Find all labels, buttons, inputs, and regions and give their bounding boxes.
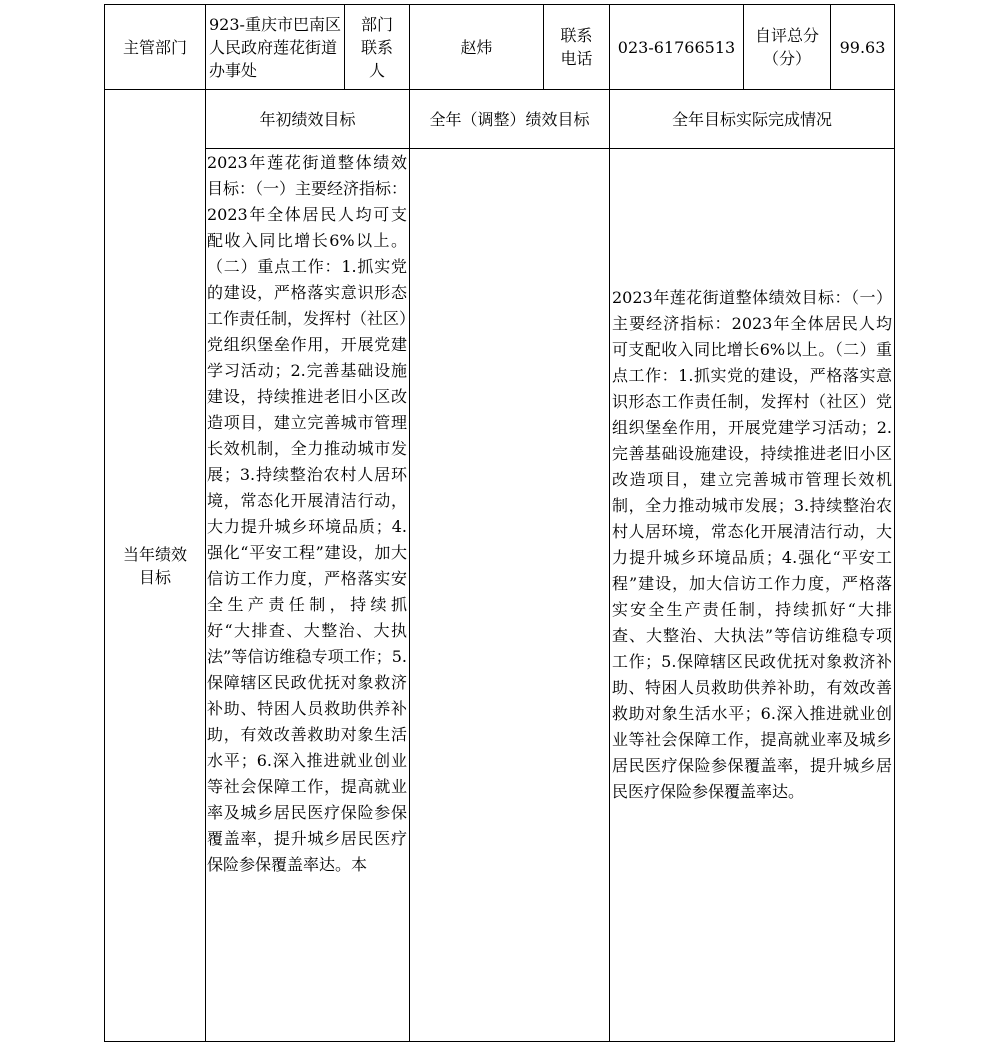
actual-completion-text: 2023年莲花街道整体绩效目标：（一）主要经济指标：2023年全体居民人均可支配收入同比增长6%以上。（二）重点工作：1.抓实党的建设，严格落实意识形态工作责任制，发挥村（社区）党组织堡垒作用，开展党建学习活动；2.完善基础设施建设，持续推进老旧小区改造项目，建立完善城市管理长效机制，全力推动城市发展；3.持续整治农村人居环境，常态化开展清洁行动，大力提升城乡环境品质；4.强化“平安工程”建设，加大信访工作力度，严格落实安全生产责任制，持续抓好“大排查、大整治、大执法”等信访维稳专项工作；5.保障辖区民政优抚对象救济补助、特困人员救助供养补助，有效改善救助对象生活水平；6.深入推进就业创业等社会保障工作，提高就业率及城乡居民医疗保险参保覆盖率，提升城乡居民医疗保险参保覆盖率达。 <box>612 288 892 801</box>
initial-goal-text: 2023年莲花街道整体绩效目标：（一）主要经济指标：2023年全体居民人均可支配收入同比增长6%以上。（二）重点工作：1.抓实党的建设，严格落实意识形态工作责任制，发挥村（社区）党组织堡垒作用，开展党建学习活动；2.完善基础设施建设，持续推进老旧小区改造项目，建立完善城市管理长效机制，全力推动城市发展；3.持续整治农村人居环境，常态化开展清洁行动，大力提升城乡环境品质；4.强化“平安工程”建设，加大信访工作力度，严格落实安全生产责任制，持续抓好“大排查、大整治、大执法”等信访维稳专项工作；5.保障辖区民政优抚对象救济补助、特困人员救助供养补助，有效改善救助对象生活水平；6.深入推进就业创业等社会保障工作，提高就业率及城乡居民医疗保险参保覆盖率，提升城乡居民医疗保险参保覆盖率达。本 <box>207 153 407 874</box>
col-actual-header: 全年目标实际完成情况 <box>671 109 832 129</box>
phone-label: 联系电话 <box>560 26 593 68</box>
contact-value: 赵炜 <box>460 37 493 57</box>
adjusted-goal-text <box>412 149 607 1041</box>
table-rule-right <box>894 4 895 1042</box>
table-rule-col1 <box>205 4 206 1042</box>
table-rule-col3 <box>609 4 610 1042</box>
table-rule-bottom <box>104 1041 895 1042</box>
score-value: 99.63 <box>839 37 886 57</box>
dept-value: 923-重庆市巴南区人民政府莲花街道办事处 <box>209 14 341 80</box>
score-label: 自评总分（分） <box>754 26 819 68</box>
col-adjusted-header: 全年（调整）绩效目标 <box>429 109 590 129</box>
table-rule-col2 <box>409 4 410 1042</box>
dept-label: 主管部门 <box>122 37 187 57</box>
goals-row-label: 当年绩效目标 <box>123 544 188 587</box>
contact-label: 部门联系人 <box>360 14 393 80</box>
col-initial-header: 年初绩效目标 <box>259 109 356 129</box>
phone-value: 023-61766513 <box>617 37 736 57</box>
